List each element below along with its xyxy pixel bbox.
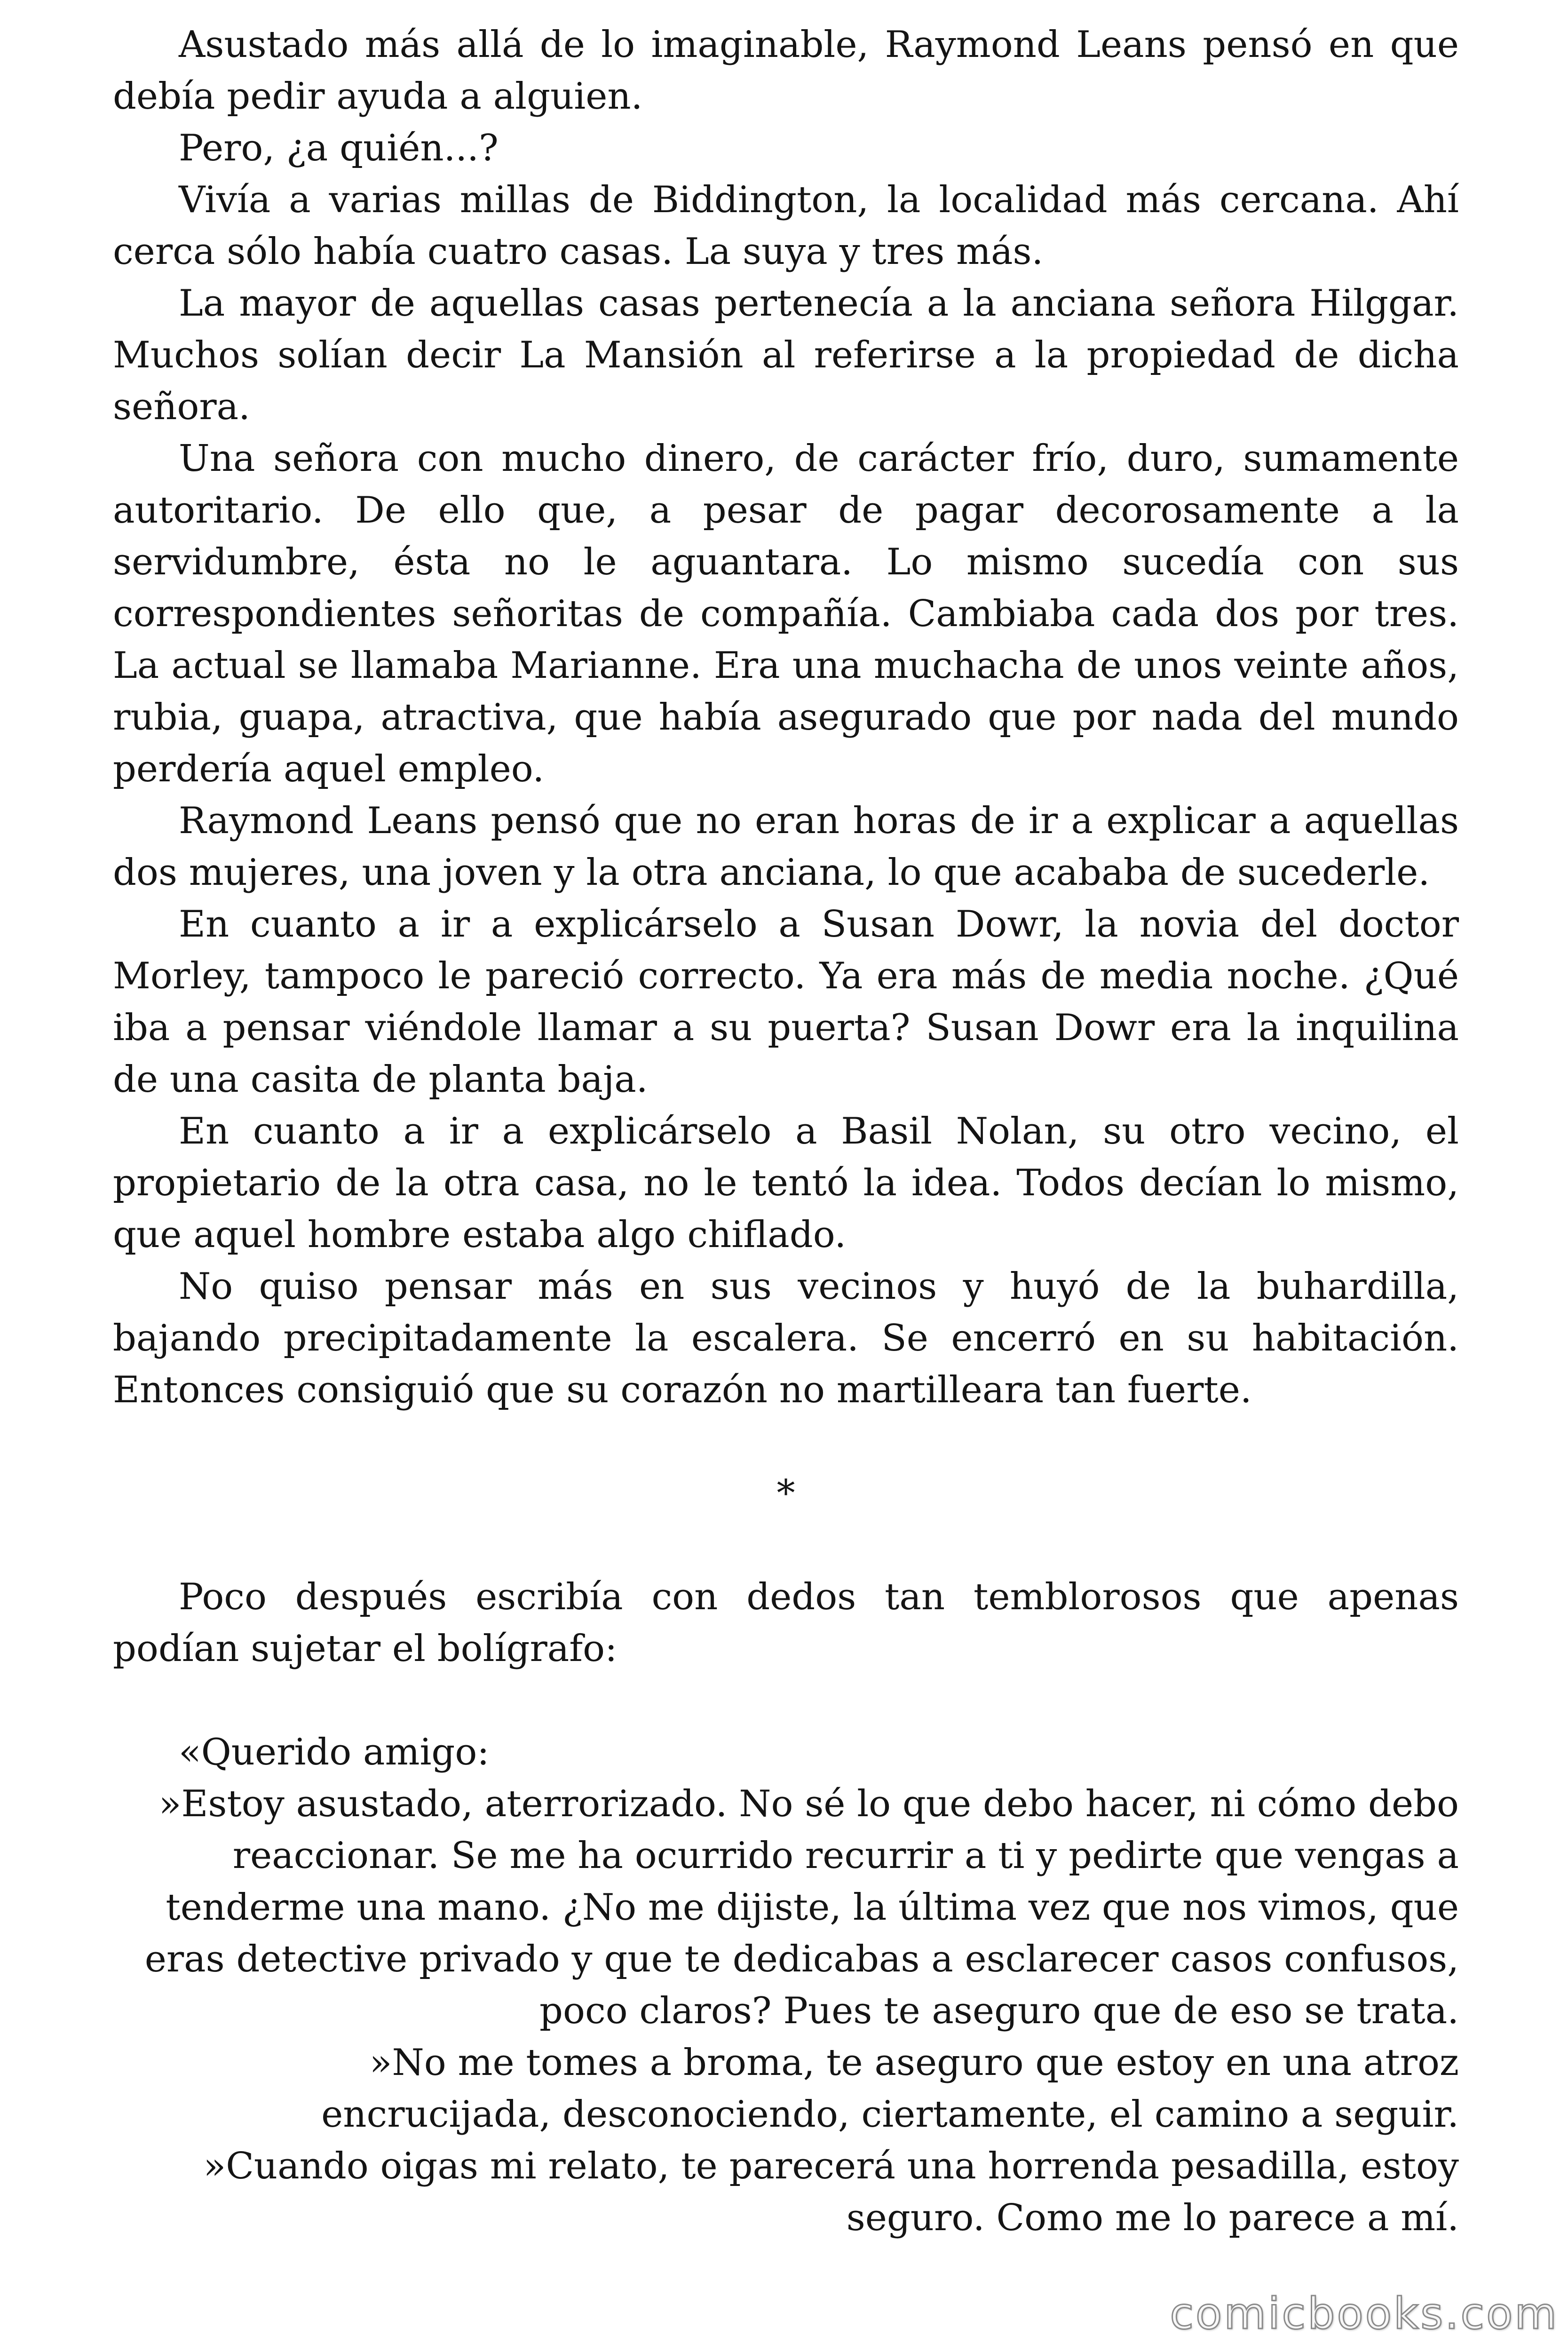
letter-paragraph-2: »No me tomes a broma, te aseguro que estoy en una atroz encrucijada, desconociendo, ciertamente, el camino a seguir. [321, 2042, 1459, 2136]
paragraph-9: No quiso pensar más en sus vecinos y huyó de la buhardilla, bajando precipitadamente la escalera. Se encerró en su habitación. Entonces consiguió que su corazón no martilleara tan fuerte. [113, 1265, 1459, 1411]
paragraph-1: Asustado más allá de lo imaginable, Raymond Leans pensó en que debía pedir ayuda a alguien. [113, 24, 1459, 118]
paragraph-after-separator: Poco después escribía con dedos tan temblorosos que apenas podían sujetar el bolígrafo: [113, 1576, 1459, 1670]
paragraph-5: Una señora con mucho dinero, de carácter frío, duro, sumamente autoritario. De ello que, a pesar de pagar decorosamente a la servidumbre, ésta no le aguantara. Lo mismo sucedía con sus correspondientes señoritas de compañía. Cambiaba cada dos por tres. La actual se llamaba Marianne. Era una muchacha de unos veinte años, rubia, guapa, atractiva, que había asegurado que por nada del mundo perdería aquel empleo. [113, 437, 1459, 790]
paragraph-8: En cuanto a ir a explicárselo a Basil Nolan, su otro vecino, el propietario de la otra casa, no le tentó la idea. Todos decían lo mismo, que aquel hombre estaba algo chiflado. [113, 1110, 1459, 1256]
paragraph-6: Raymond Leans pensó que no eran horas de ir a explicar a aquellas dos mujeres, una joven y la otra anciana, lo que acababa de sucederle. [113, 800, 1459, 894]
paragraph-4: La mayor de aquellas casas pertenecía a la anciana señora Hilggar. Muchos solían decir La Mansión al referirse a la propiedad de dicha señora. [113, 282, 1459, 428]
section-separator: * [776, 1472, 795, 1515]
letter-paragraph-1: »Estoy asustado, aterrorizado. No sé lo que debo hacer, ni cómo debo reaccionar. Se me ha ocurrido recurrir a ti y pedirte que vengas a tenderme una mano. ¿No me dijiste, la última vez que nos vimos, que eras detective privado y que te dedicabas a esclarecer casos confusos, poco claros? Pues te aseguro que de eso se trata. [144, 1783, 1459, 2032]
letter-paragraph-3: »Cuando oigas mi relato, te parecerá una horrenda pesadilla, estoy seguro. Como me lo parece a mí. [203, 2145, 1459, 2239]
letter-salutation: «Querido amigo: [179, 1731, 490, 1773]
paragraph-3: Vivía a varias millas de Biddington, la localidad más cercana. Ahí cerca sólo había cuatro casas. La suya y tres más. [113, 179, 1459, 273]
page-body [113, 19, 1459, 2244]
paragraph-2: Pero, ¿a quién...? [179, 127, 499, 169]
watermark-logo: comicbooks.com [1170, 2288, 1559, 2339]
paragraph-7: En cuanto a ir a explicárselo a Susan Dowr, la novia del doctor Morley, tampoco le pareció correcto. Ya era más de media noche. ¿Qué iba a pensar viéndole llamar a su puerta? Susan Dowr era la inquilina de una casita de planta baja. [113, 903, 1459, 1101]
